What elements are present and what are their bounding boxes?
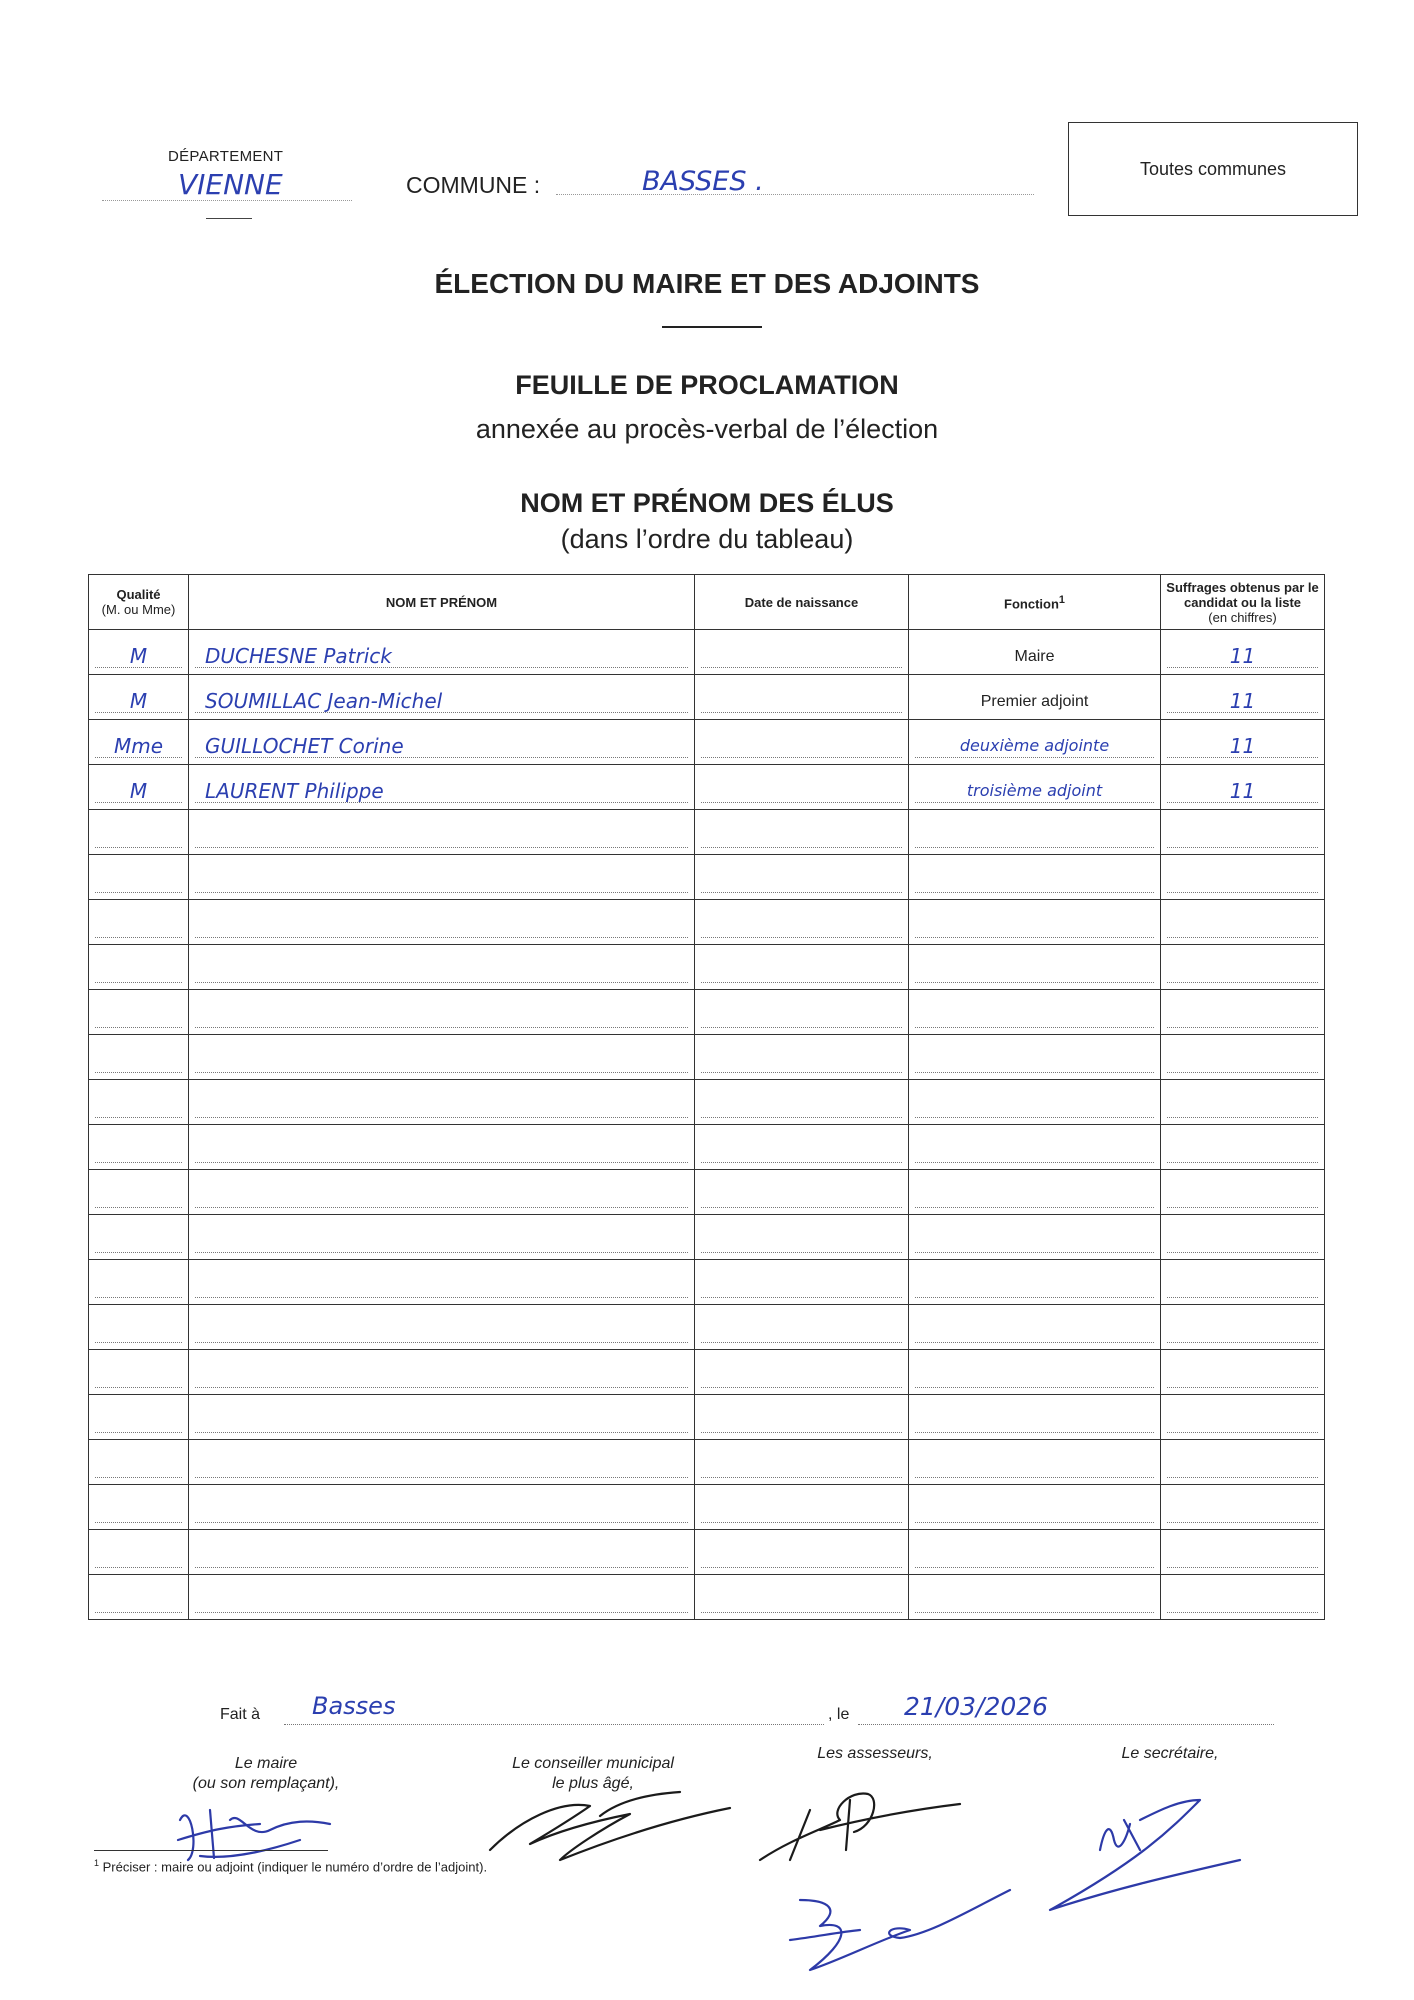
cell-nom-value: DUCHESNE Patrick	[195, 645, 688, 668]
cell-nom-value	[195, 1140, 688, 1163]
cell-nom	[189, 1305, 695, 1350]
cell-suffrages-value	[1167, 1590, 1318, 1613]
cell-fonction-value	[915, 1050, 1154, 1073]
cell-naissance	[695, 1395, 909, 1440]
date-field	[858, 1692, 1274, 1725]
cell-naissance	[695, 765, 909, 810]
cell-fonction	[909, 720, 1161, 765]
cell-suffrages-value: 11	[1167, 690, 1318, 713]
cell-naissance-value	[701, 1230, 902, 1253]
cell-fonction-value	[915, 1185, 1154, 1208]
cell-naissance-value	[701, 1140, 902, 1163]
table-row	[89, 900, 1325, 945]
cell-qualite-value	[95, 1590, 182, 1613]
conseiller-label: Le conseiller municipal le plus âgé,	[512, 1755, 674, 1792]
cell-naissance	[695, 675, 909, 720]
table-row	[89, 1395, 1325, 1440]
cell-suffrages	[1161, 945, 1325, 990]
table-row	[89, 855, 1325, 900]
cell-suffrages	[1161, 1530, 1325, 1575]
divider	[206, 218, 252, 219]
cell-qualite-value: M	[95, 690, 182, 713]
maire-label: Le maire (ou son remplaçant),	[192, 1755, 340, 1792]
cell-nom-value	[195, 1365, 688, 1388]
cell-suffrages-value: 11	[1167, 645, 1318, 668]
cell-naissance	[695, 1260, 909, 1305]
cell-qualite	[89, 1575, 189, 1620]
cell-nom-value	[195, 1230, 688, 1253]
fait-field	[284, 1692, 824, 1725]
title-divider	[662, 326, 762, 328]
cell-suffrages-value: 11	[1167, 735, 1318, 758]
cell-fonction	[909, 990, 1161, 1035]
cell-suffrages	[1161, 900, 1325, 945]
assesseurs-label: Les assesseurs,	[817, 1745, 933, 1762]
cell-nom	[189, 1350, 695, 1395]
signature-secretaire	[1040, 1780, 1250, 1920]
table-row	[89, 765, 1325, 810]
cell-nom	[189, 1035, 695, 1080]
cell-naissance-value	[701, 1545, 902, 1568]
cell-naissance-value	[701, 1050, 902, 1073]
cell-naissance-value	[701, 735, 902, 758]
cell-suffrages	[1161, 1575, 1325, 1620]
table-title: NOM ET PRÉNOM DES ÉLUS	[520, 488, 894, 518]
cell-qualite-value: M	[95, 645, 182, 668]
cell-nom	[189, 675, 695, 720]
cell-qualite	[89, 1125, 189, 1170]
cell-nom-value	[195, 1410, 688, 1433]
table-row	[89, 1260, 1325, 1305]
cell-naissance-value	[701, 915, 902, 938]
cell-naissance-value	[701, 1365, 902, 1388]
cell-qualite-value: Mme	[95, 735, 182, 758]
header-nom: NOM ET PRÉNOM	[189, 575, 695, 630]
cell-qualite-value	[95, 1500, 182, 1523]
cell-suffrages	[1161, 1305, 1325, 1350]
signature-conseiller	[480, 1780, 740, 1870]
cell-naissance	[695, 720, 909, 765]
cell-nom-value: GUILLOCHET Corine	[195, 735, 688, 758]
cell-qualite	[89, 855, 189, 900]
cell-suffrages-value	[1167, 960, 1318, 983]
cell-naissance-value	[701, 645, 902, 668]
cell-fonction-value	[915, 1455, 1154, 1478]
cell-qualite	[89, 675, 189, 720]
table-row	[89, 1440, 1325, 1485]
cell-naissance	[695, 900, 909, 945]
cell-fonction-value: Premier adjoint	[980, 693, 1089, 710]
cell-nom	[189, 630, 695, 675]
cell-qualite	[89, 810, 189, 855]
cell-suffrages-value	[1167, 1050, 1318, 1073]
table-row	[89, 1035, 1325, 1080]
cell-suffrages-value	[1167, 1500, 1318, 1523]
date-value: 21/03/2026	[904, 1692, 1049, 1721]
cell-nom	[189, 1170, 695, 1215]
cell-suffrages	[1161, 1080, 1325, 1125]
cell-suffrages	[1161, 720, 1325, 765]
cell-suffrages-value	[1167, 1365, 1318, 1388]
cell-qualite-value	[95, 1275, 182, 1298]
cell-qualite	[89, 1485, 189, 1530]
cell-naissance-value	[701, 1005, 902, 1028]
cell-qualite	[89, 1395, 189, 1440]
cell-nom	[189, 900, 695, 945]
cell-fonction	[909, 1440, 1161, 1485]
cell-suffrages-value	[1167, 1005, 1318, 1028]
cell-qualite-value	[95, 1185, 182, 1208]
cell-fonction-value: deuxième adjointe	[915, 735, 1154, 758]
cell-naissance	[695, 1530, 909, 1575]
header-suffrages: Suffrages obtenus par le candidat ou la liste (en chiffres)	[1161, 575, 1325, 630]
cell-suffrages	[1161, 1395, 1325, 1440]
cell-suffrages	[1161, 855, 1325, 900]
cell-nom-value	[195, 1500, 688, 1523]
cell-nom	[189, 1395, 695, 1440]
cell-nom	[189, 855, 695, 900]
table-row	[89, 1530, 1325, 1575]
commune-field	[556, 164, 1034, 195]
cell-suffrages-value	[1167, 1320, 1318, 1343]
cell-fonction	[909, 1305, 1161, 1350]
table-row	[89, 1215, 1325, 1260]
cell-naissance-value	[701, 870, 902, 893]
cell-fonction	[909, 1035, 1161, 1080]
cell-qualite-value	[95, 870, 182, 893]
cell-fonction-value	[915, 1275, 1154, 1298]
table-row	[89, 1350, 1325, 1395]
cell-naissance-value	[701, 1455, 902, 1478]
table-row	[89, 720, 1325, 765]
cell-naissance-value	[701, 1590, 902, 1613]
cell-naissance-value	[701, 1320, 902, 1343]
secretaire-label: Le secrétaire,	[1121, 1745, 1219, 1762]
table-row	[89, 630, 1325, 675]
cell-qualite	[89, 1035, 189, 1080]
cell-fonction	[909, 1170, 1161, 1215]
cell-fonction-value	[915, 870, 1154, 893]
cell-nom-value	[195, 1050, 688, 1073]
cell-naissance	[695, 810, 909, 855]
page-title: ÉLECTION DU MAIRE ET DES ADJOINTS	[434, 268, 980, 299]
cell-qualite-value	[95, 1365, 182, 1388]
cell-qualite	[89, 900, 189, 945]
cell-nom-value	[195, 1095, 688, 1118]
cell-fonction	[909, 945, 1161, 990]
table-row	[89, 675, 1325, 720]
cell-fonction-value	[915, 1500, 1154, 1523]
cell-suffrages-value	[1167, 915, 1318, 938]
cell-suffrages	[1161, 630, 1325, 675]
footnote-divider	[94, 1850, 328, 1851]
cell-suffrages	[1161, 1170, 1325, 1215]
cell-fonction	[909, 1350, 1161, 1395]
cell-fonction	[909, 900, 1161, 945]
cell-fonction-value	[915, 1005, 1154, 1028]
cell-qualite-value	[95, 1140, 182, 1163]
table-row	[89, 945, 1325, 990]
cell-fonction-value	[915, 1140, 1154, 1163]
cell-qualite-value	[95, 1230, 182, 1253]
cell-nom-value	[195, 870, 688, 893]
cell-fonction	[909, 675, 1161, 720]
cell-fonction-value	[915, 1320, 1154, 1343]
cell-naissance	[695, 1170, 909, 1215]
cell-suffrages-value	[1167, 1410, 1318, 1433]
cell-fonction-value: Maire	[1014, 648, 1055, 665]
section-title: FEUILLE DE PROCLAMATION	[515, 370, 899, 400]
table-row	[89, 1485, 1325, 1530]
cell-qualite-value	[95, 1050, 182, 1073]
cell-naissance-value	[701, 1095, 902, 1118]
cell-nom	[189, 1215, 695, 1260]
cell-fonction-value	[915, 1365, 1154, 1388]
cell-fonction	[909, 810, 1161, 855]
cell-qualite-value	[95, 825, 182, 848]
cell-fonction	[909, 1395, 1161, 1440]
cell-qualite	[89, 765, 189, 810]
cell-nom	[189, 1575, 695, 1620]
cell-fonction	[909, 1575, 1161, 1620]
cell-suffrages-value	[1167, 825, 1318, 848]
cell-qualite	[89, 990, 189, 1035]
cell-nom-value	[195, 1185, 688, 1208]
cell-fonction	[909, 855, 1161, 900]
cell-naissance-value	[701, 960, 902, 983]
cell-suffrages-value	[1167, 1230, 1318, 1253]
cell-naissance	[695, 1215, 909, 1260]
cell-qualite	[89, 1080, 189, 1125]
cell-qualite	[89, 1530, 189, 1575]
cell-fonction-value: troisième adjoint	[915, 780, 1154, 803]
cell-nom	[189, 990, 695, 1035]
scope-box	[1068, 122, 1358, 216]
commune-label: COMMUNE :	[406, 172, 541, 198]
cell-suffrages-value	[1167, 1275, 1318, 1298]
cell-nom-value	[195, 960, 688, 983]
cell-nom-value	[195, 1005, 688, 1028]
cell-fonction	[909, 1530, 1161, 1575]
cell-fonction	[909, 765, 1161, 810]
cell-naissance	[695, 1575, 909, 1620]
cell-naissance	[695, 1440, 909, 1485]
cell-qualite-value	[95, 1005, 182, 1028]
cell-naissance	[695, 1080, 909, 1125]
cell-qualite-value	[95, 1320, 182, 1343]
cell-suffrages	[1161, 1485, 1325, 1530]
signature-assesseur-2	[780, 1880, 1020, 1990]
departement-label: DÉPARTEMENT	[168, 148, 284, 165]
cell-nom	[189, 945, 695, 990]
cell-qualite-value	[95, 1095, 182, 1118]
cell-suffrages-value	[1167, 1545, 1318, 1568]
table-row	[89, 1305, 1325, 1350]
cell-nom-value	[195, 825, 688, 848]
cell-qualite-value: M	[95, 780, 182, 803]
cell-qualite	[89, 630, 189, 675]
cell-suffrages	[1161, 1035, 1325, 1080]
cell-fonction	[909, 1080, 1161, 1125]
cell-fonction-value	[915, 1590, 1154, 1613]
cell-naissance	[695, 1305, 909, 1350]
cell-nom-value	[195, 1545, 688, 1568]
footnote: $^1$ Préciser : maire ou adjoint (indiquer le numéro d’ordre de l’adjoint).	[94, 1858, 488, 1875]
cell-naissance-value	[701, 1275, 902, 1298]
cell-nom-value	[195, 1320, 688, 1343]
cell-nom	[189, 1530, 695, 1575]
cell-nom	[189, 1260, 695, 1305]
cell-qualite-value	[95, 1545, 182, 1568]
cell-fonction-value	[915, 960, 1154, 983]
cell-naissance	[695, 1035, 909, 1080]
cell-fonction-value	[915, 1545, 1154, 1568]
cell-naissance-value	[701, 1410, 902, 1433]
cell-fonction	[909, 1215, 1161, 1260]
table-row	[89, 990, 1325, 1035]
cell-suffrages	[1161, 765, 1325, 810]
cell-suffrages	[1161, 1260, 1325, 1305]
cell-qualite-value	[95, 1455, 182, 1478]
cell-suffrages-value: 11	[1167, 780, 1318, 803]
cell-suffrages-value	[1167, 1455, 1318, 1478]
cell-fonction-value	[915, 915, 1154, 938]
cell-fonction	[909, 1485, 1161, 1530]
date-label: , le	[828, 1706, 850, 1723]
cell-suffrages	[1161, 1125, 1325, 1170]
fait-label: Fait à	[220, 1706, 261, 1723]
cell-qualite-value	[95, 915, 182, 938]
cell-nom	[189, 765, 695, 810]
cell-nom-value: LAURENT Philippe	[195, 780, 688, 803]
table-row	[89, 1125, 1325, 1170]
cell-naissance-value	[701, 780, 902, 803]
cell-naissance	[695, 630, 909, 675]
table-subtitle: (dans l’ordre du tableau)	[560, 524, 854, 554]
scope-label: Toutes communes	[1139, 159, 1287, 179]
header-fonction: Fonction$^1$	[909, 575, 1161, 630]
cell-qualite	[89, 1260, 189, 1305]
cell-qualite	[89, 1350, 189, 1395]
cell-nom	[189, 1485, 695, 1530]
cell-naissance	[695, 1125, 909, 1170]
cell-nom-value	[195, 1455, 688, 1478]
cell-naissance	[695, 1485, 909, 1530]
cell-fonction	[909, 1260, 1161, 1305]
cell-nom	[189, 720, 695, 765]
cell-fonction-value	[915, 1410, 1154, 1433]
cell-naissance	[695, 1350, 909, 1395]
cell-nom	[189, 810, 695, 855]
cell-suffrages	[1161, 990, 1325, 1035]
cell-fonction	[909, 1125, 1161, 1170]
cell-suffrages-value	[1167, 870, 1318, 893]
departement-field	[102, 164, 352, 201]
cell-fonction-value	[915, 825, 1154, 848]
cell-qualite	[89, 1215, 189, 1260]
cell-naissance	[695, 855, 909, 900]
table-row	[89, 1170, 1325, 1215]
cell-qualite	[89, 1440, 189, 1485]
cell-suffrages	[1161, 675, 1325, 720]
table-row	[89, 1080, 1325, 1125]
cell-suffrages	[1161, 1350, 1325, 1395]
cell-naissance-value	[701, 1500, 902, 1523]
cell-suffrages-value	[1167, 1140, 1318, 1163]
table-row	[89, 810, 1325, 855]
cell-naissance-value	[701, 1185, 902, 1208]
signature-assesseur-1	[750, 1770, 970, 1870]
cell-suffrages-value	[1167, 1185, 1318, 1208]
cell-qualite-value	[95, 960, 182, 983]
cell-qualite	[89, 945, 189, 990]
cell-suffrages	[1161, 810, 1325, 855]
cell-fonction	[909, 630, 1161, 675]
cell-nom-value	[195, 1275, 688, 1298]
cell-qualite	[89, 1170, 189, 1215]
cell-fonction-value	[915, 1230, 1154, 1253]
cell-suffrages-value	[1167, 1095, 1318, 1118]
section-subtitle: annexée au procès-verbal de l’élection	[475, 414, 939, 444]
elus-table	[88, 574, 1325, 1620]
header-qualite: Qualité (M. ou Mme)	[89, 575, 189, 630]
fait-value: Basses	[312, 1692, 396, 1720]
cell-nom	[189, 1080, 695, 1125]
table-row	[89, 1575, 1325, 1620]
header-naissance: Date de naissance	[695, 575, 909, 630]
cell-nom	[189, 1440, 695, 1485]
cell-suffrages	[1161, 1215, 1325, 1260]
commune-value: BASSES .	[642, 166, 764, 197]
departement-value: VIENNE	[178, 168, 283, 201]
cell-qualite-value	[95, 1410, 182, 1433]
cell-nom-value	[195, 915, 688, 938]
table-header-row	[89, 575, 1325, 630]
cell-suffrages	[1161, 1440, 1325, 1485]
cell-naissance	[695, 990, 909, 1035]
cell-naissance	[695, 945, 909, 990]
cell-nom	[189, 1125, 695, 1170]
cell-nom-value: SOUMILLAC Jean-Michel	[195, 690, 688, 713]
cell-qualite	[89, 1305, 189, 1350]
cell-naissance-value	[701, 825, 902, 848]
cell-fonction-value	[915, 1095, 1154, 1118]
cell-naissance-value	[701, 690, 902, 713]
cell-nom-value	[195, 1590, 688, 1613]
cell-qualite	[89, 720, 189, 765]
